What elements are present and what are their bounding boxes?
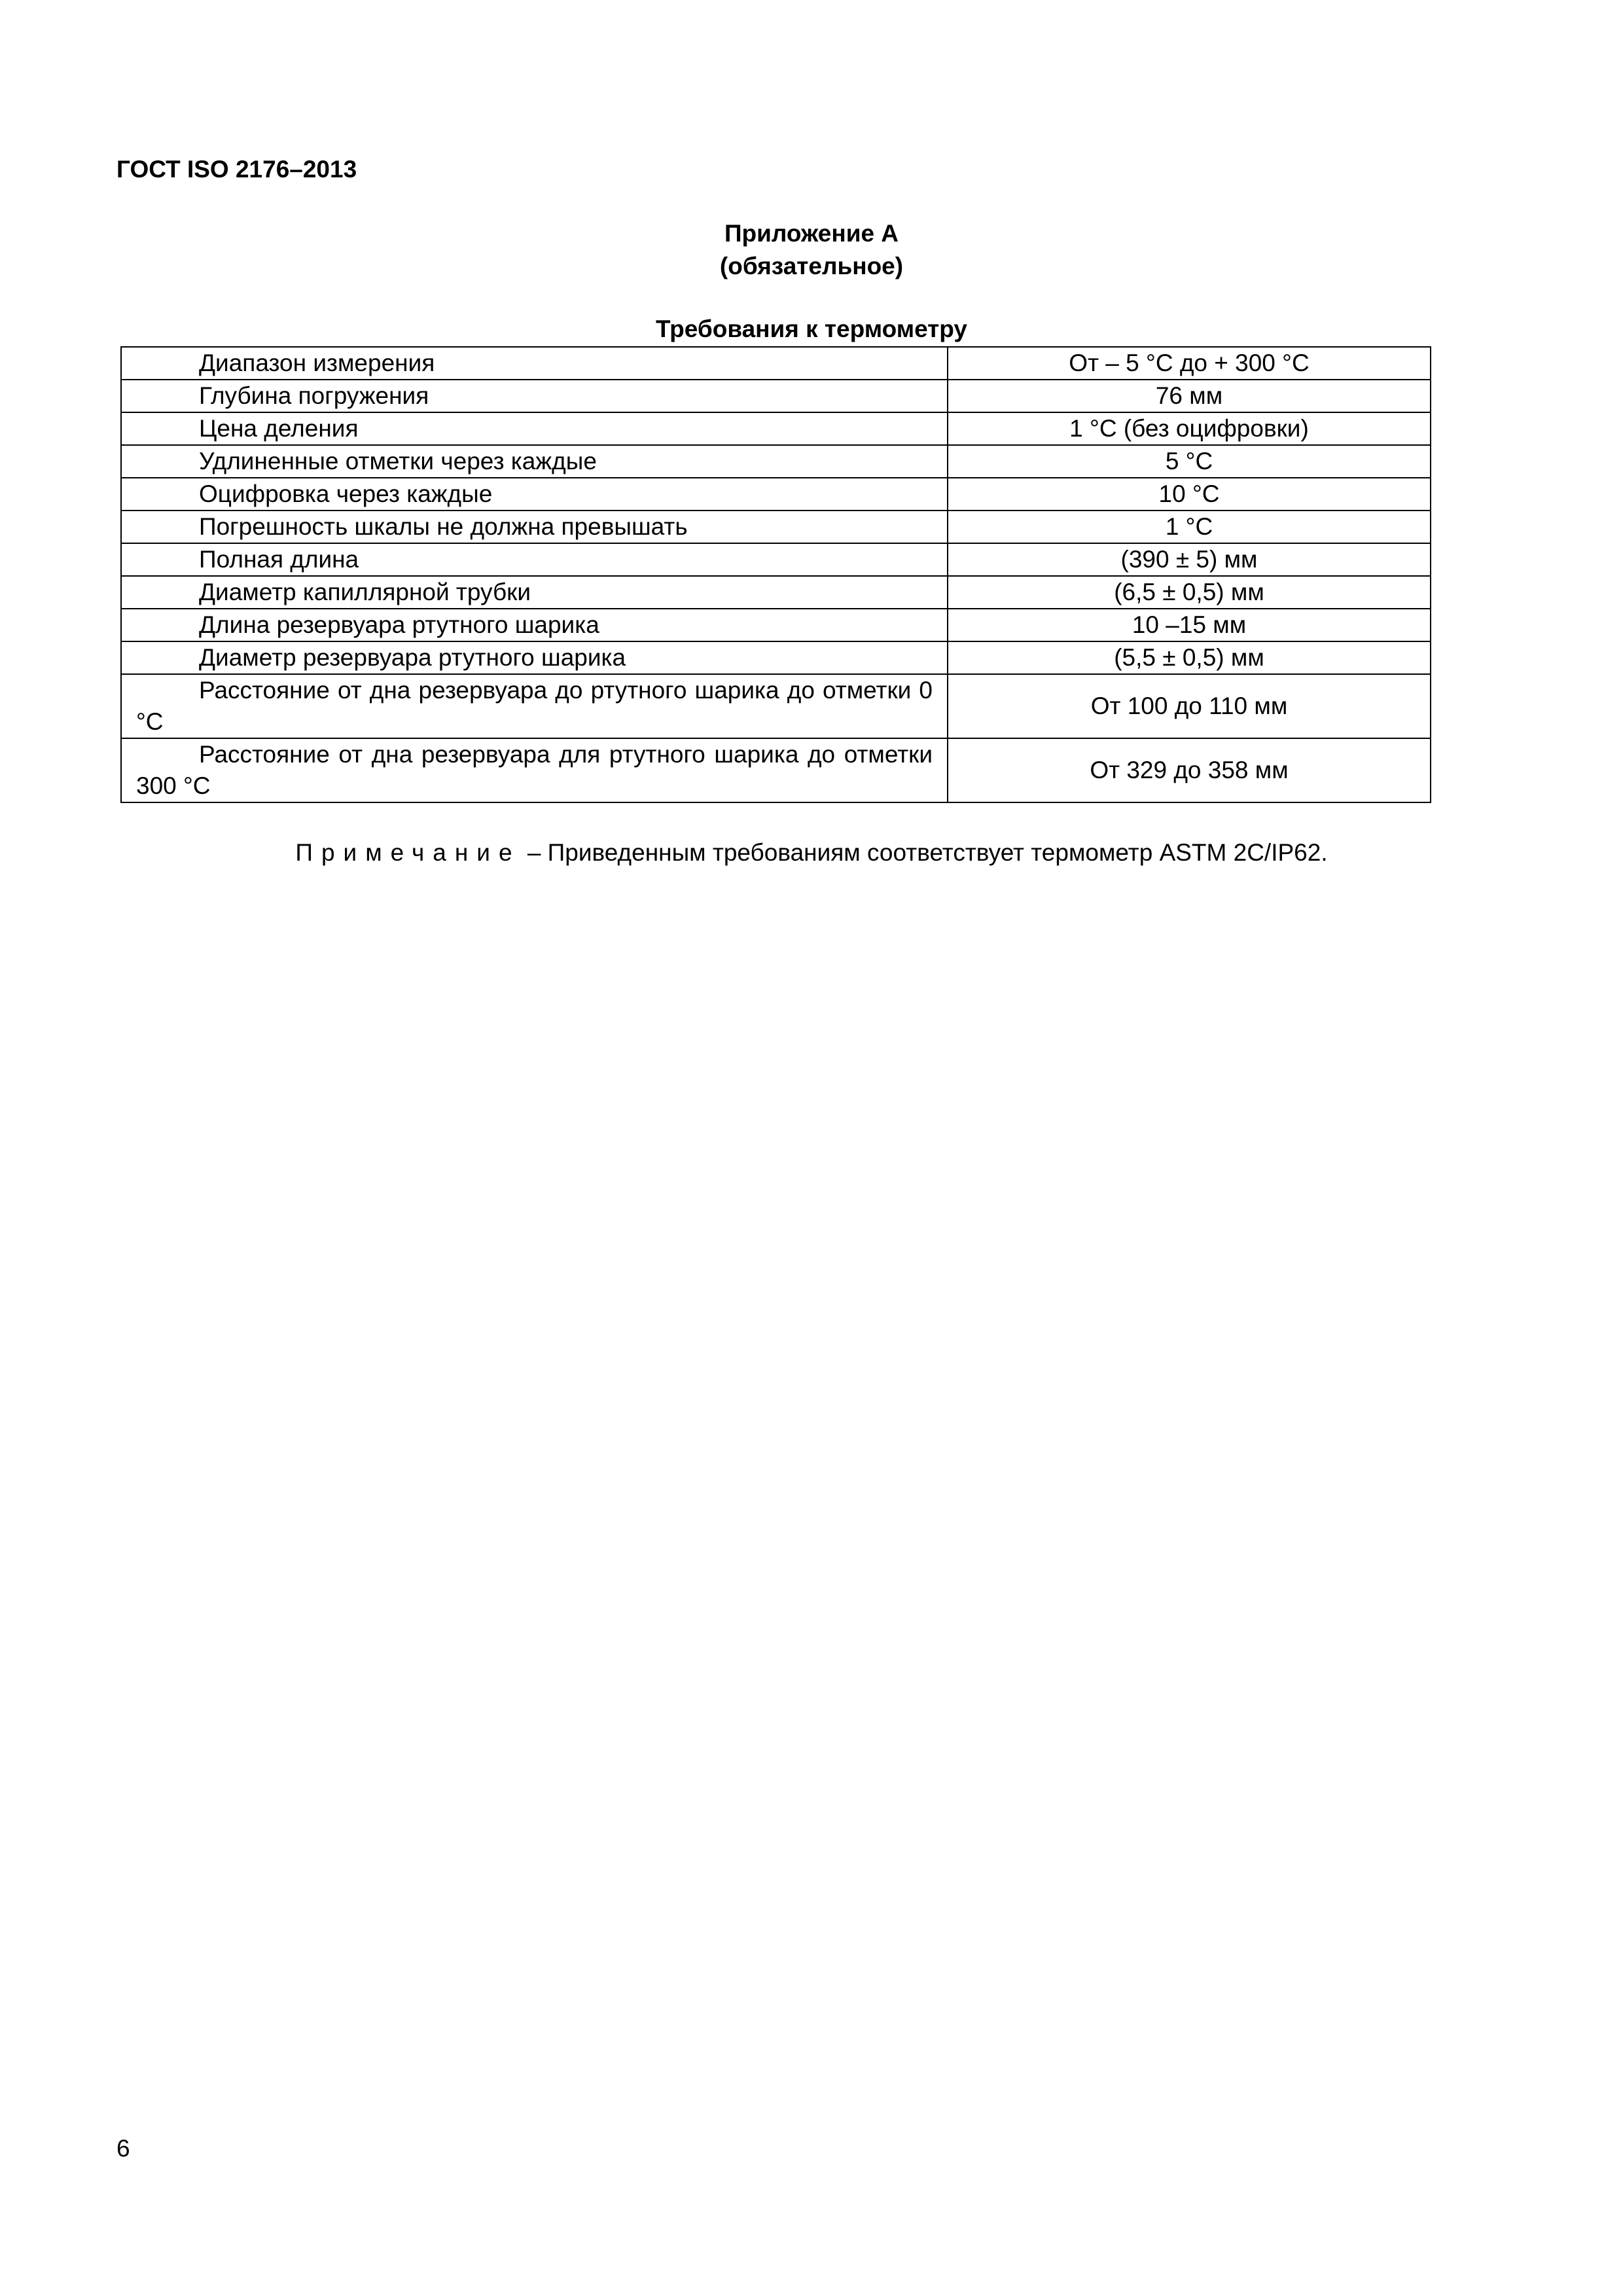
row-parameter: Диаметр капиллярной трубки (121, 576, 948, 609)
row-parameter: Удлиненные отметки через каждые (121, 445, 948, 478)
row-value: От 329 до 358 мм (948, 738, 1431, 802)
table-row (121, 543, 1431, 576)
note (0, 839, 1623, 867)
table-row (121, 412, 1431, 445)
row-value: 10 –15 мм (948, 609, 1431, 641)
row-value: (6,5 ± 0,5) мм (948, 576, 1431, 609)
table-row (121, 738, 1431, 802)
row-parameter: Диапазон измерения (121, 347, 948, 380)
requirements-table (120, 346, 1431, 803)
note-label: Примечание (295, 839, 521, 866)
annex-status: (обязательное) (719, 253, 904, 279)
table-row (121, 674, 1431, 738)
row-value: 10 °С (948, 478, 1431, 511)
table-caption: Требования к термометру (655, 315, 967, 342)
table-row (121, 511, 1431, 543)
table-row (121, 380, 1431, 412)
row-value: От 100 до 110 мм (948, 674, 1431, 738)
row-value: 1 °С (948, 511, 1431, 543)
row-parameter: Диаметр резервуара ртутного шарика (121, 641, 948, 674)
note-text: – Приведенным требованиям соответствует термометр ASTM 2C/IP62. (527, 839, 1328, 866)
row-value: 5 °С (948, 445, 1431, 478)
row-parameter: Расстояние от дна резервуара для ртутного шарика до отметки 300 °С (121, 738, 948, 802)
row-parameter: Расстояние от дна резервуара до ртутного шарика до отметки 0 °С (121, 674, 948, 738)
row-parameter: Погрешность шкалы не должна превышать (121, 511, 948, 543)
row-parameter: Оцифровка через каждые (121, 478, 948, 511)
annex-title: Приложение А (724, 220, 899, 247)
table-row (121, 445, 1431, 478)
row-parameter: Цена деления (121, 412, 948, 445)
table-row (121, 609, 1431, 641)
table-row (121, 641, 1431, 674)
row-value: 76 мм (948, 380, 1431, 412)
document-code: ГОСТ ISO 2176–2013 (116, 156, 357, 183)
table-row (121, 478, 1431, 511)
table-row (121, 576, 1431, 609)
page-number: 6 (116, 2135, 130, 2162)
row-parameter: Длина резервуара ртутного шарика (121, 609, 948, 641)
row-value: 1 °С (без оцифровки) (948, 412, 1431, 445)
row-value: (390 ± 5) мм (948, 543, 1431, 576)
row-parameter: Глубина погружения (121, 380, 948, 412)
table-row (121, 347, 1431, 380)
row-parameter: Полная длина (121, 543, 948, 576)
row-value: От – 5 °С до + 300 °С (948, 347, 1431, 380)
row-value: (5,5 ± 0,5) мм (948, 641, 1431, 674)
